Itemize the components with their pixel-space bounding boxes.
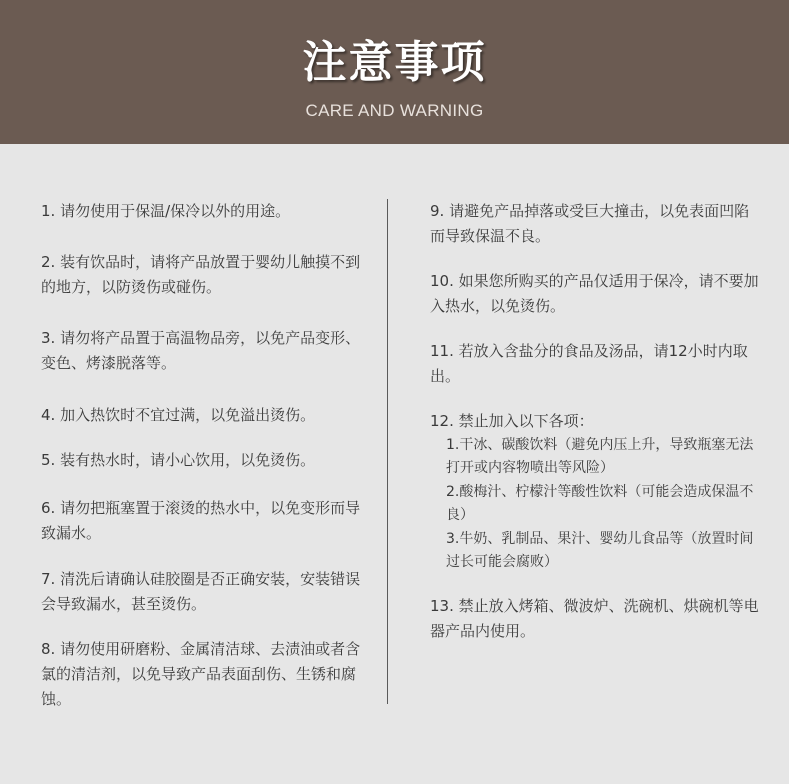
warning-item-3: 3. 请勿将产品置于高温物品旁，以免产品变形、变色、烤漆脱落等。 bbox=[41, 329, 361, 372]
warning-item-10: 10. 如果您所购买的产品仅适用于保冷，请不要加入热水，以免烫伤。 bbox=[430, 272, 759, 315]
warning-item-6: 6. 请勿把瓶塞置于滚烫的热水中，以免变形而导致漏水。 bbox=[41, 499, 361, 542]
warning-item-8: 8. 请勿使用研磨粉、金属清洁球、去渍油或者含氯的清洁剂，以免导致产品表面刮伤、生锈和腐蚀。 bbox=[41, 640, 361, 708]
page-subtitle: CARE AND WARNING bbox=[305, 101, 484, 120]
warning-sub-item-1: 1.干冰、碳酸饮料（避免内压上升，导致瓶塞无法打开或内容物喷出等风险） bbox=[446, 437, 754, 476]
page-title: 注意事项 bbox=[302, 37, 487, 88]
warning-item-12-sublist bbox=[446, 434, 760, 574]
warning-item-13: 13. 禁止放入烤箱、微波炉、洗碗机、烘碗机等电器产品内使用。 bbox=[430, 597, 759, 640]
warning-sub-item-2: 2.酸梅汁、柠檬汁等酸性饮料（可能会造成保温不良） bbox=[446, 484, 754, 523]
warning-item-12-heading: 12. 禁止加入以下各项： bbox=[430, 412, 594, 430]
warning-item-2: 2. 装有饮品时，请将产品放置于婴幼儿触摸不到的地方，以防烫伤或碰伤。 bbox=[41, 253, 361, 296]
right-column bbox=[430, 199, 760, 663]
warning-item-5: 5. 装有热水时，请小心饮用，以免烫伤。 bbox=[41, 451, 316, 469]
warning-item-12 bbox=[430, 409, 760, 574]
warning-item-9: 9. 请避免产品掉落或受巨大撞击，以免表面凹陷而导致保温不良。 bbox=[430, 202, 750, 245]
left-column bbox=[41, 199, 363, 731]
header-banner bbox=[0, 0, 789, 144]
warning-item-11: 11. 若放入含盐分的食品及汤品，请12小时内取出。 bbox=[430, 342, 748, 385]
warning-item-7: 7. 清洗后请确认硅胶圈是否正确安装，安装错误会导致漏水，甚至烫伤。 bbox=[41, 570, 361, 613]
warning-item-1: 1. 请勿使用于保温/保冷以外的用途。 bbox=[41, 202, 291, 220]
warning-sub-item-3: 3.牛奶、乳制品、果汁、婴幼儿食品等（放置时间过长可能会腐败） bbox=[446, 531, 754, 570]
column-divider bbox=[387, 199, 388, 704]
warning-item-4: 4. 加入热饮时不宜过满，以免溢出烫伤。 bbox=[41, 406, 316, 424]
